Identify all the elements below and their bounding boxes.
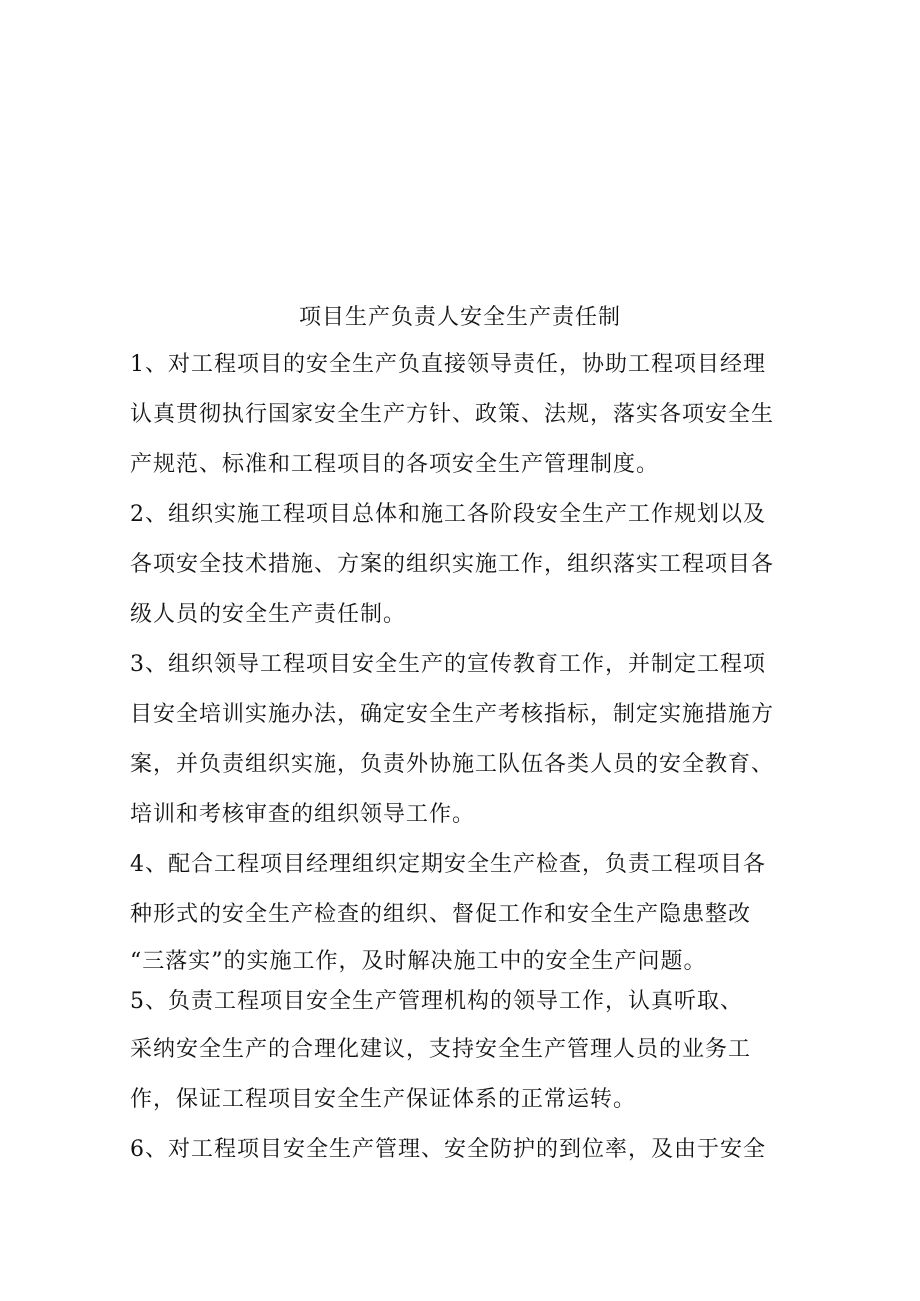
body-line: 培训和考核审查的组织领导工作。 <box>130 802 476 827</box>
body-line: 4、配合工程项目经理组织定期安全生产检查，负责工程项目各 <box>130 852 766 877</box>
body-line: 2、组织实施工程项目总体和施工各阶段安全生产工作规划以及 <box>130 502 766 527</box>
body-line: 1、对工程项目的安全生产负直接领导责任，协助工程项目经理 <box>130 352 766 377</box>
body-line: 3、组织领导工程项目安全生产的宣传教育工作，并制定工程项 <box>130 652 766 677</box>
document-title: 项目生产负责人安全生产责任制 <box>298 305 621 330</box>
body-line: 种形式的安全生产检查的组织、督促工作和安全生产隐患整改 <box>130 902 752 927</box>
body-line: 6、对工程项目安全生产管理、安全防护的到位率，及由于安全 <box>130 1137 766 1162</box>
body-line: 案，并负责组织实施，负责外协施工队伍各类人员的安全教育、 <box>130 752 775 777</box>
body-line: 5、负责工程项目安全生产管理机构的领导工作，认真听取、 <box>130 989 743 1014</box>
body-line: “三落实”的实施工作，及时解决施工中的安全生产问题。 <box>130 949 707 974</box>
body-line: 认真贯彻执行国家安全生产方针、政策、法规，落实各项安全生 <box>130 402 775 427</box>
body-line: 各项安全技术措施、方案的组织实施工作，组织落实工程项目各 <box>130 552 775 577</box>
body-line: 产规范、标准和工程项目的各项安全生产管理制度。 <box>130 452 660 477</box>
body-line: 作，保证工程项目安全生产保证体系的正常运转。 <box>130 1087 637 1112</box>
body-line: 级人员的安全生产责任制。 <box>130 602 407 627</box>
body-line: 目安全培训实施办法，确定安全生产考核指标，制定实施措施方 <box>130 702 775 727</box>
body-line: 采纳安全生产的合理化建议，支持安全生产管理人员的业务工 <box>130 1037 752 1062</box>
